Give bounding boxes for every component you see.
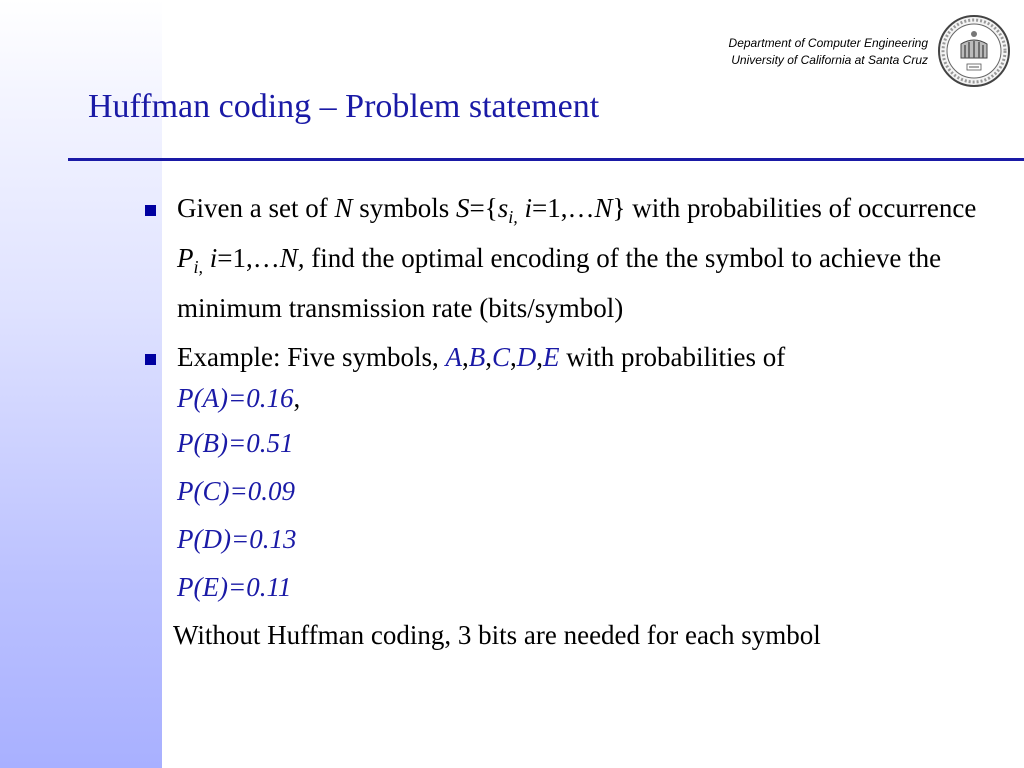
- text: =1,…: [217, 243, 280, 273]
- probability-a: P(A)=0.16: [177, 383, 294, 413]
- probability-list: [139, 419, 1009, 611]
- comma: ,: [510, 342, 517, 372]
- comma: ,: [293, 383, 301, 413]
- bits-note: Without Huffman coding, 3 bits are needed for each symbol: [173, 620, 821, 650]
- text: ={: [469, 193, 498, 223]
- subscript-i: i,: [193, 257, 204, 277]
- probability-d: P(D)=0.13: [177, 524, 297, 554]
- probability-b: P(B)=0.51: [177, 428, 294, 458]
- symbol-n: N,: [279, 243, 305, 273]
- text: Given a set of: [177, 193, 335, 223]
- symbol-a: A: [445, 342, 462, 372]
- index-i: i: [524, 193, 532, 223]
- text: } with probabilities of occurrence: [612, 193, 977, 223]
- symbol-set-s: S: [456, 193, 470, 223]
- symbol-s: s: [497, 193, 509, 223]
- page-title: Huffman coding – Problem statement: [88, 88, 600, 125]
- text: symbols: [352, 193, 456, 223]
- index-i: i: [209, 243, 218, 273]
- bullet-square-icon: [145, 354, 156, 365]
- comma: ,: [536, 342, 543, 372]
- department-line-1: Department of Computer Engineering: [728, 36, 928, 50]
- slide-content: [139, 188, 1009, 659]
- probability-c: P(C)=0.09: [177, 476, 295, 506]
- text: Example: Five symbols,: [177, 342, 446, 372]
- comma: ,: [485, 342, 492, 372]
- bullet-example: [139, 337, 1009, 419]
- probability-e: P(E)=0.11: [177, 572, 292, 602]
- university-seal-icon: [937, 14, 1011, 88]
- subscript-i: i,: [508, 207, 518, 227]
- symbol-e: E: [543, 342, 560, 372]
- department-header: [729, 35, 928, 69]
- title-divider: [68, 158, 1024, 161]
- symbol-p: P: [177, 243, 194, 273]
- symbol-d: D: [516, 342, 537, 372]
- text: =1,…: [531, 193, 595, 223]
- department-line-2: University of California at Santa Cruz: [731, 53, 928, 67]
- symbol-b: B: [468, 342, 486, 372]
- text: with probabilities of: [559, 342, 786, 372]
- comma: ,: [461, 342, 469, 372]
- text: find the optimal encoding of the the symbol to achieve the minimum transmission rate (bits/symbol): [177, 243, 942, 323]
- bullet-problem-definition: [139, 188, 1009, 329]
- symbol-c: C: [491, 342, 510, 372]
- symbol-n: N: [334, 193, 353, 223]
- bullet-square-icon: [145, 205, 156, 216]
- symbol-n: N: [594, 193, 613, 223]
